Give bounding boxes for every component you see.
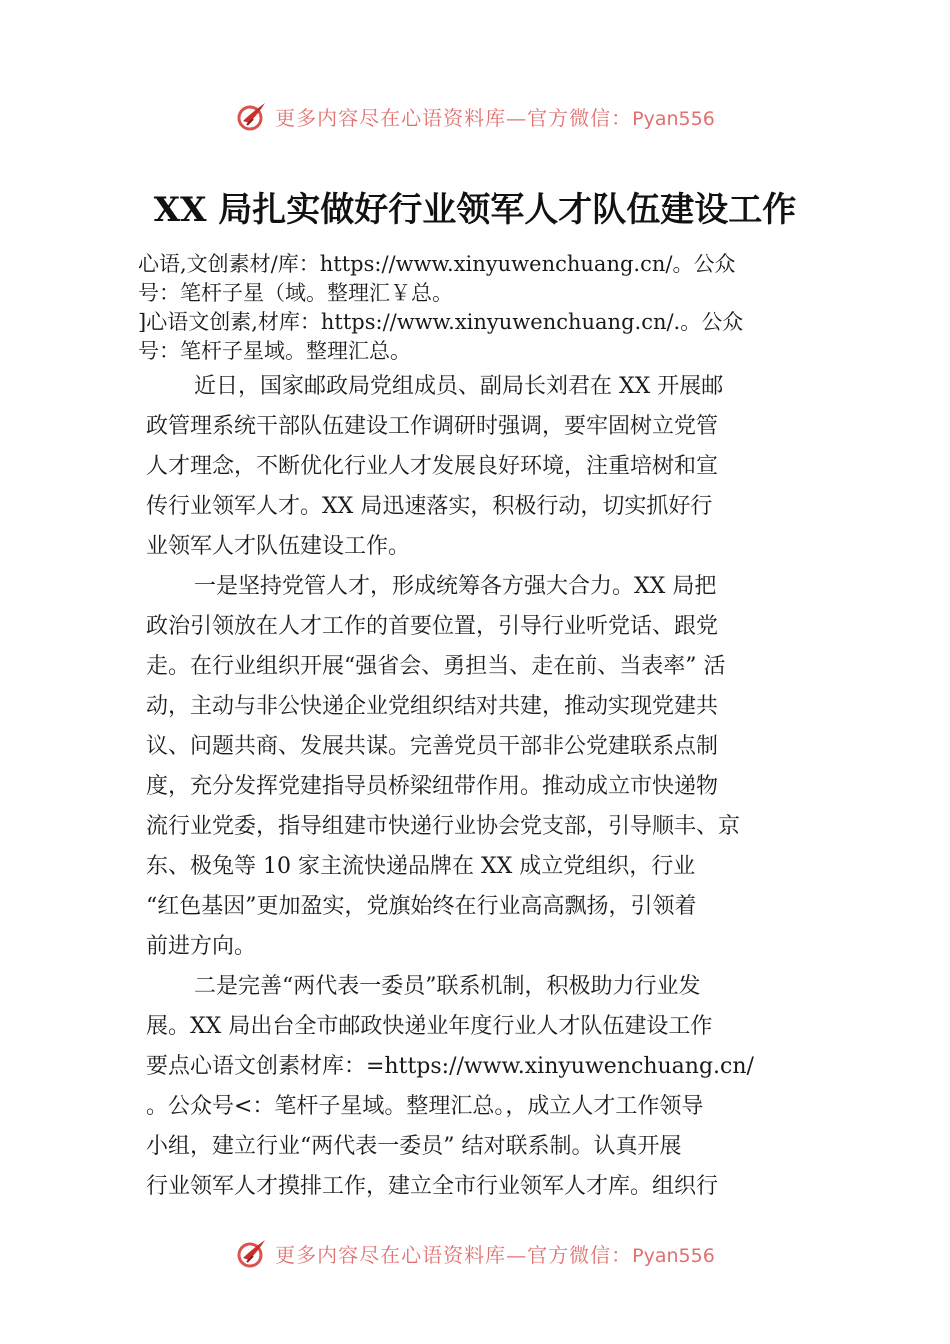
body-line: 政治引领放在人才工作的首要位置，引导行业听党话、跟党 — [146, 614, 719, 639]
body-line: 二是完善“两代表一委员”联系机制，积极助力行业发 — [194, 974, 701, 999]
body-line: 一是坚持党管人才，形成统筹各方强大合力。XX 局把 — [194, 574, 717, 599]
footer-watermark — [0, 1233, 950, 1273]
quill-logo-icon — [235, 1236, 269, 1270]
source-line: 号：笔杆子星域。整理汇总。 — [138, 339, 411, 363]
body-line: 议、问题共商、发展共谋。完善党员干部非公党建联系点制 — [146, 734, 719, 759]
document-title: XX 局扎实做好行业领军人才队伍建设工作 — [153, 190, 797, 230]
body-line: 传行业领军人才。XX 局迅速落实，积极行动，切实抓好行 — [146, 494, 713, 519]
document-body — [146, 367, 826, 1207]
header-watermark — [0, 96, 950, 136]
body-line: 东、极兔等 10 家主流快递品牌在 XX 成立党组织，行业 — [146, 854, 696, 879]
body-line: 要点心语文创素材库：=https://www.xinyuwenchuang.cn/ — [146, 1054, 754, 1079]
watermark-text: 更多内容尽在心语资料库—官方微信：Pyan556 — [275, 105, 715, 130]
quill-logo-icon — [235, 99, 269, 133]
body-line: 小组，建立行业“两代表一委员” 结对联系制。认真开展 — [146, 1134, 682, 1159]
source-line: 号：笔杆子星（域。整理汇￥总。 — [138, 281, 453, 305]
body-line: 业领军人才队伍建设工作。 — [146, 534, 411, 559]
body-line: 。公众号<：笔杆子星域。整理汇总。，成立人才工作领导 — [146, 1094, 704, 1119]
source-line: 心语,文创素材/库：https://www.xinyuwenchuang.cn/。公众 — [138, 252, 736, 276]
body-line: 度，充分发挥党建指导员桥梁纽带作用。推动成立市快递物 — [146, 774, 719, 799]
body-line: 前进方向。 — [146, 934, 257, 959]
watermark-text: 更多内容尽在心语资料库—官方微信：Pyan556 — [275, 1242, 715, 1267]
body-line: 流行业党委，指导组建市快递行业协会党支部，引导顺丰、京 — [146, 814, 741, 839]
body-line: 动，主动与非公快递企业党组织结对共建，推动实现党建共 — [146, 694, 719, 719]
body-line: 近日，国家邮政局党组成员、副局长刘君在 XX 开展邮 — [194, 374, 724, 399]
body-line: 政管理系统干部队伍建设工作调研时强调，要牢固树立党管 — [146, 414, 719, 439]
body-line: 人才理念，不断优化行业人才发展良好环境，注重培树和宣 — [146, 454, 719, 479]
body-line: 走。在行业组织开展“强省会、勇担当、走在前、当表率” 活 — [146, 654, 726, 679]
body-line: “红色基因”更加盈实，党旗始终在行业高高飘扬，引领着 — [146, 894, 697, 919]
source-line: ]心语文创素,材库：https://www.xinyuwenchuang.cn/.。公众 — [138, 310, 744, 334]
body-line: 行业领军人才摸排工作，建立全市行业领军人才库。组织行 — [146, 1174, 719, 1199]
watermark-account: Pyan556 — [632, 1244, 715, 1267]
body-line: 展。XX 局出台全市邮政快递业年度行业人才队伍建设工作 — [146, 1014, 713, 1039]
watermark-account: Pyan556 — [632, 107, 715, 130]
